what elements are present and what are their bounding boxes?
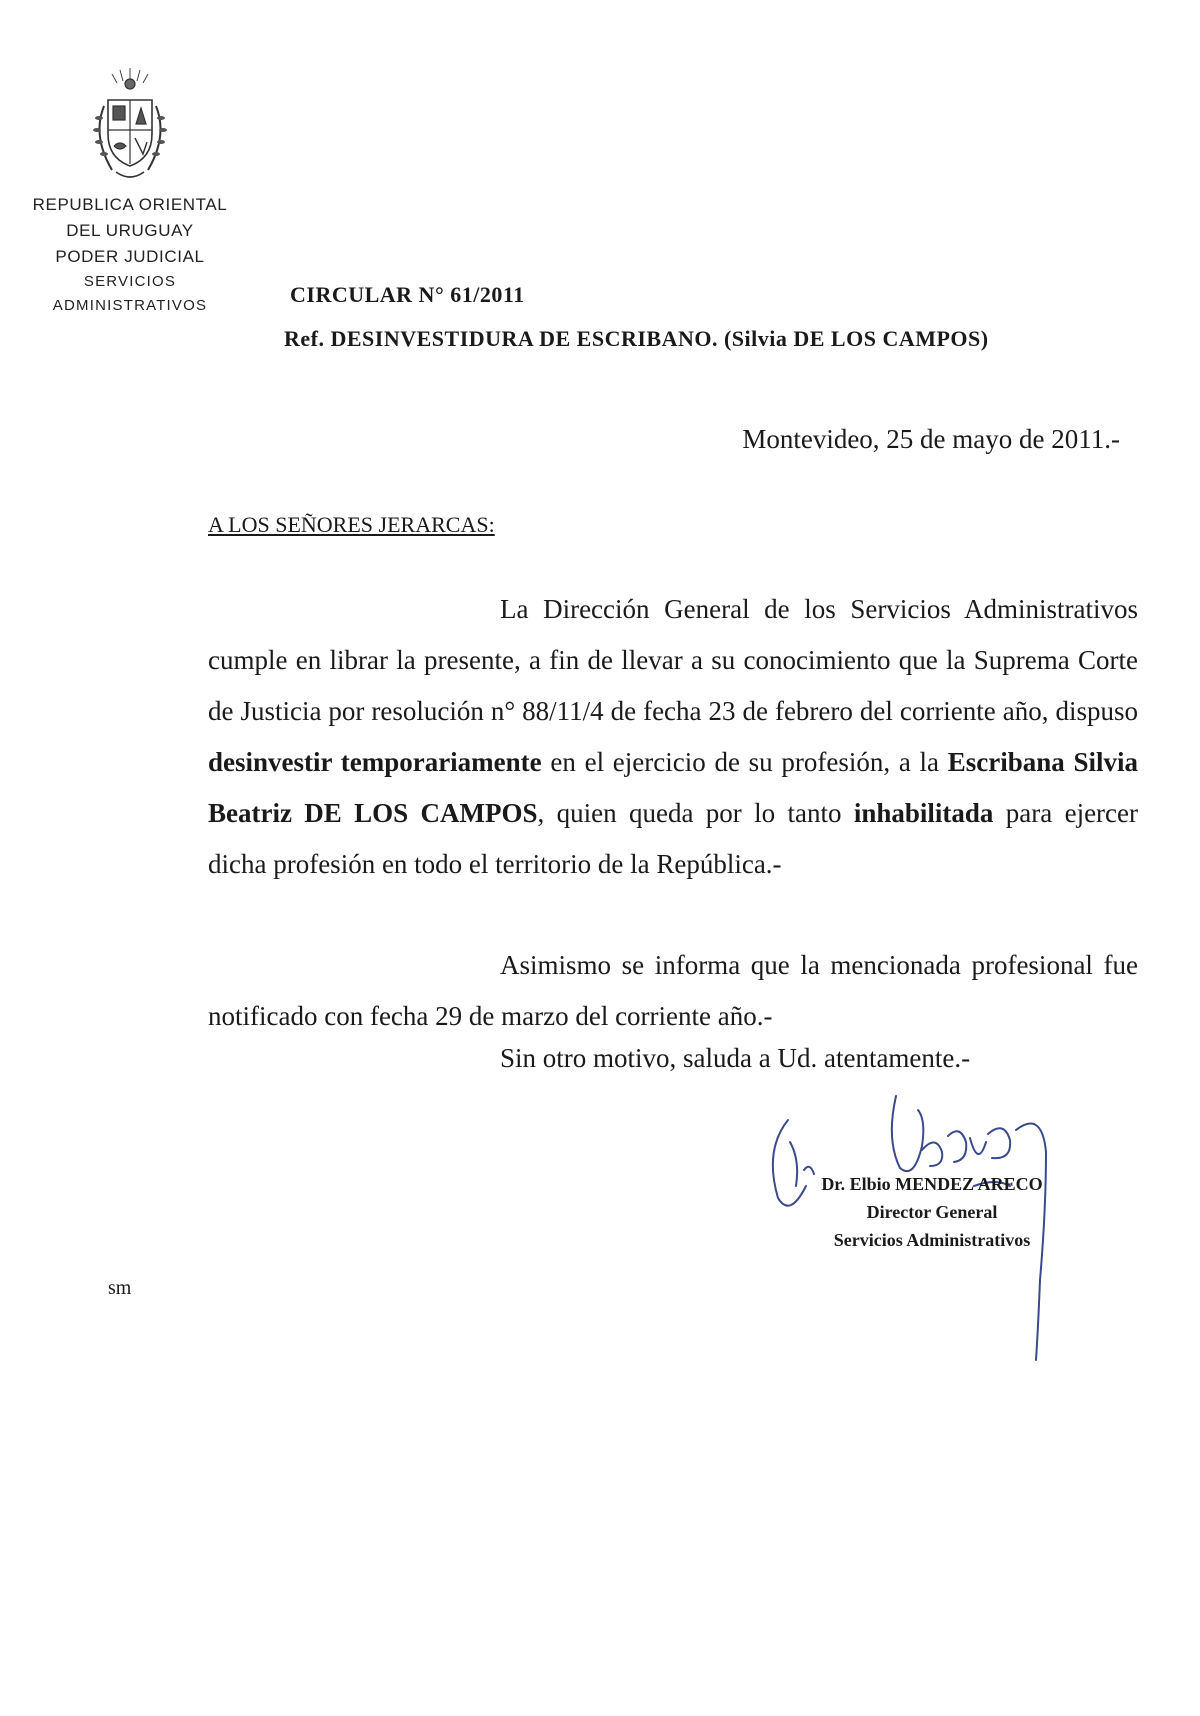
p1-text-b: en el ejercicio de su profesión, a la [550, 747, 940, 777]
institution-line-4: SERVICIOS [83, 273, 177, 290]
institution-line-2: DEL URUGUAY [66, 221, 194, 240]
body-paragraph-2 [208, 940, 1138, 1042]
closing-line: Sin otro motivo, saluda a Ud. atentamente.- [500, 1043, 971, 1073]
footer-initials: sm [108, 1277, 132, 1299]
signature-block [802, 1170, 1062, 1254]
institution-line-5: ADMINISTRATIVOS [52, 297, 208, 314]
coat-of-arms-seal [86, 66, 174, 184]
p1-bold-desinvestir: desinvestir temporariamente [208, 747, 542, 777]
date-line: Montevideo, 25 de mayo de 2011.- [742, 424, 1120, 454]
signatory-department: Servicios Administrativos [833, 1230, 1031, 1250]
p2-text: Asimismo se informa que la mencionada profesional fue notificado con fecha 29 de marzo del corriente año.- [208, 950, 1138, 1031]
reference-line: Ref. DESINVESTIDURA DE ESCRIBANO. (Silvia DE LOS CAMPOS) [284, 326, 989, 351]
salutation-colon: : [488, 512, 495, 537]
p1-bold-inhabilitada: inhabilitada [853, 798, 994, 828]
salutation-text: A LOS SEÑORES JERARCAS [208, 512, 489, 537]
institution-line-3: PODER JUDICIAL [55, 247, 205, 266]
institution-block [20, 192, 240, 318]
signatory-title: Director General [866, 1202, 998, 1222]
p1-text-a: La Dirección General de los Servicios Administrativos cumple en librar la presente, a fin de llevar a su conocimiento que la Suprema Corte de Justicia por resolución n° 88/11/4 de fecha 23 de febrero del corriente año, dispuso [208, 594, 1138, 726]
circular-number: CIRCULAR N° 61/2011 [290, 282, 525, 307]
p1-text-c: , quien queda por lo tanto [537, 798, 842, 828]
salutation [208, 512, 495, 538]
signatory-name: Dr. Elbio MENDEZ ARECO [821, 1174, 1043, 1194]
p1-text-d: para ejercer dicha profesión en todo el territorio de la República.- [208, 798, 1139, 879]
institution-line-1: REPUBLICA ORIENTAL [32, 195, 228, 214]
p1-bold-escribana: Escribana Silvia Beatriz DE LOS CAMPOS [208, 747, 1139, 828]
body-paragraph-1 [208, 584, 1138, 890]
